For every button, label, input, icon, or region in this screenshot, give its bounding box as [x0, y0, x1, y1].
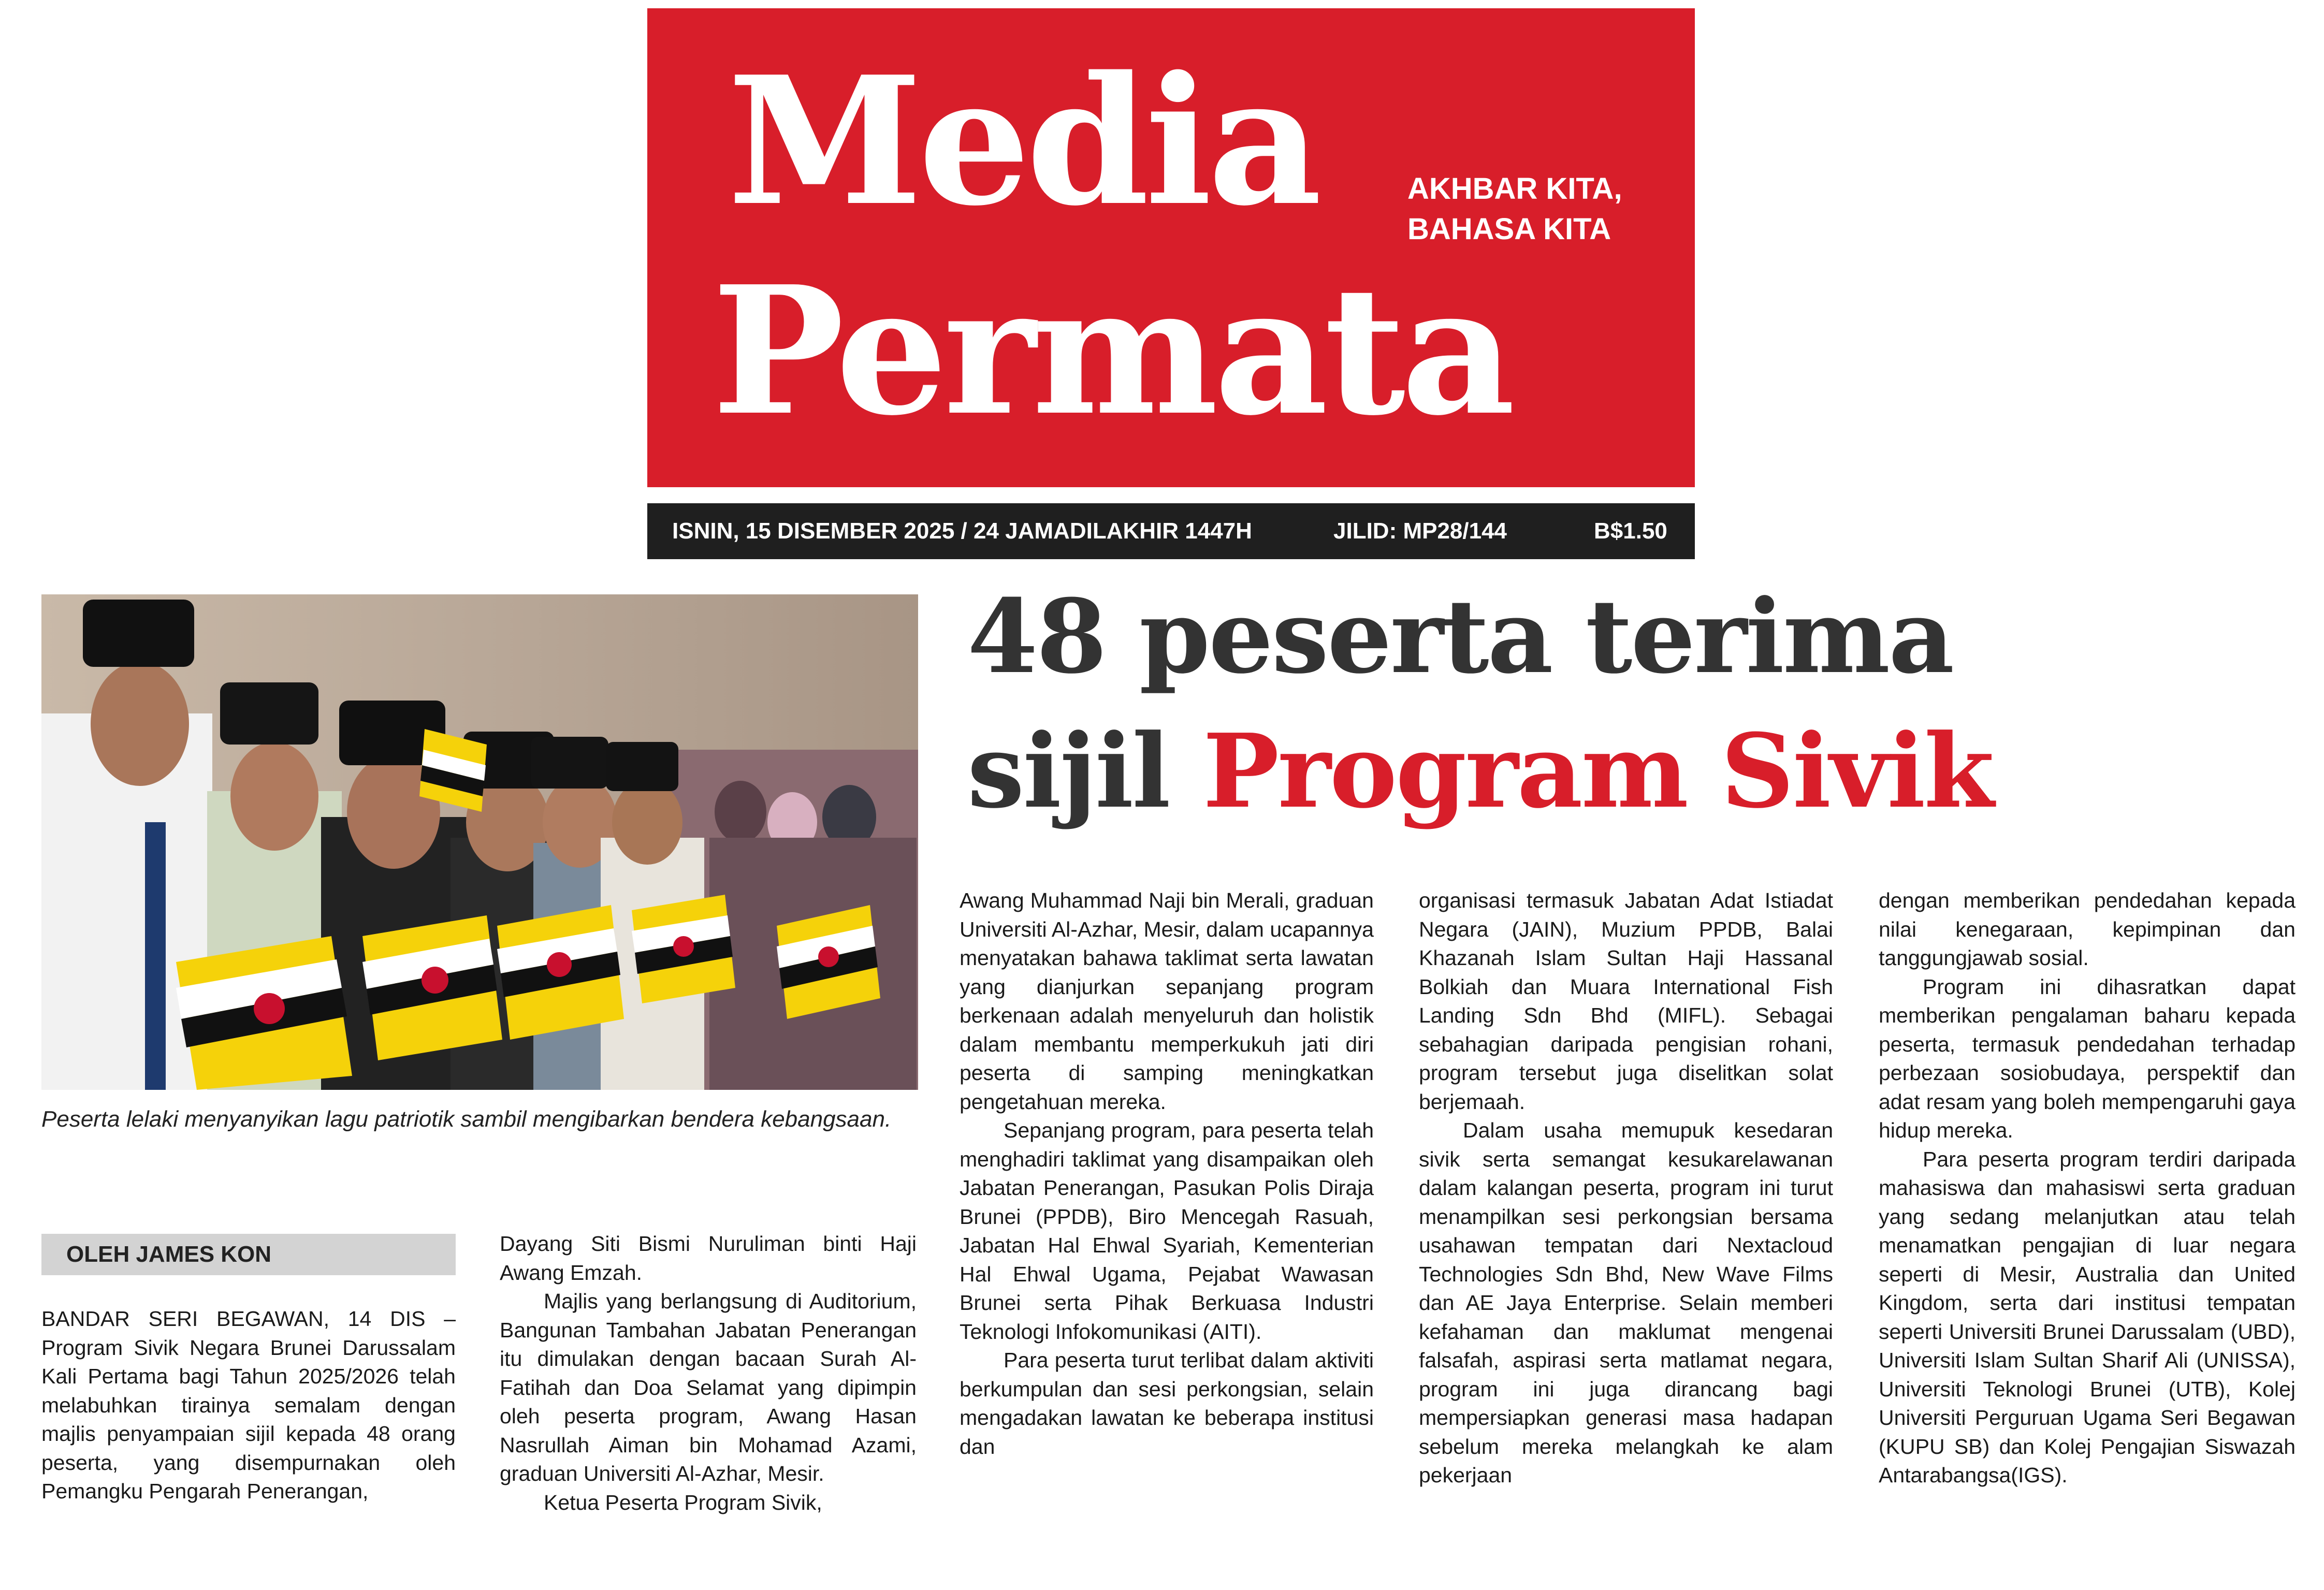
paragraph: Awang Muhammad Naji bin Merali, graduan Universiti Al-Azhar, Mesir, dalam ucapannya menyatakan bahawa taklimat serta lawatan yang dianjurkan sepanjang program berkenaan adalah menyeluruh dan holistik dalam membantu memperkukuh jati diri peserta di samping meningkatkan pengetahuan mereka.: [960, 888, 1374, 1114]
ceremony-photo-illustration: [41, 594, 918, 1090]
tagline-line-2: BAHASA KITA: [1407, 212, 1611, 246]
tagline: [1407, 169, 1622, 250]
headline-line-2: [967, 704, 1993, 839]
headline-line-1: 48 peserta terima: [967, 577, 1953, 696]
tagline-line-1: AKHBAR KITA,: [1407, 172, 1622, 206]
paragraph: Ketua Peserta Program Sivik,: [544, 1490, 822, 1514]
paragraph: Dayang Siti Bismi Nuruliman binti Haji Awang Emzah.: [500, 1232, 917, 1285]
paragraph: Majlis yang berlangsung di Auditorium, Bangunan Tambahan Jabatan Penerangan itu dimulakan dengan bacaan Surah Al-Fatihah dan Doa Selamat yang dipimpin oleh peserta program, Awang Hasan Nasrullah Aiman bin Mohamad Azami, graduan Universiti Al-Azhar, Mesir.: [500, 1289, 917, 1485]
paragraph: Dalam usaha memupuk kesedaran sivik serta semangat kesukarelawanan dalam kalangan peserta, program ini turut menampilkan sesi perkongsian bersama usahawan tempatan dari Nextacloud Technologies Sdn Bhd, New Wave Films dan AE Jaya Enterprise. Selain memberi kefahaman dan maklumat mengenai falsafah, aspirasi serta matlamat negara, program ini juga dirancang bagi mempersiapkan generasi masa hadapan sebelum mereka melangkah ke alam pekerjaan: [1419, 1118, 1833, 1487]
article-column-2: [500, 1230, 917, 1517]
photo-caption: Peserta lelaki menyanyikan lagu patriotik sambil mengibarkan bendera kebangsaan.: [41, 1106, 892, 1132]
paragraph: dengan memberikan pendedahan kepada nilai kenegaraan, kepimpinan dan tanggungjawab sosial.: [1879, 888, 2296, 970]
article-column-5: [1879, 886, 2296, 1490]
article-headline: [967, 570, 1993, 839]
newspaper-logo: [712, 37, 1512, 456]
article-photo: [41, 594, 918, 1090]
byline: OLEH JAMES KON: [41, 1234, 456, 1275]
paragraph: organisasi termasuk Jabatan Adat Istiadat Negara (JAIN), Muzium PPDB, Balai Khazanah Islam Sultan Haji Hassanal Bolkiah dan Muara International Fish Landing Sdn Bhd (MIFL). Sebagai sebahagian daripada pengisian rohani, program tersebut juga diselitkan solat berjemaah.: [1419, 888, 1833, 1114]
issue-date: ISNIN, 15 DISEMBER 2025 / 24 JAMADILAKHIR 1447H: [672, 518, 1252, 544]
headline-line-2-highlight: Program Sivik: [1202, 712, 1993, 831]
paragraph: Program ini dihasratkan dapat memberikan pengalaman baharu kepada peserta, termasuk pendedahan terhadap perbezaan sosiobudaya, perspektif dan adat resam yang boleh mempengaruhi gaya hidup mereka.: [1879, 974, 2296, 1142]
headline-line-2-plain: sijil: [967, 712, 1203, 831]
issue-volume: JILID: MP28/144: [1333, 518, 1507, 544]
masthead: [647, 8, 1695, 487]
article-column-3: [960, 886, 1374, 1461]
article-column-4: [1419, 886, 1833, 1490]
issue-price: B$1.50: [1594, 518, 1667, 544]
paragraph: Para peserta turut terlibat dalam aktiviti berkumpulan dan sesi perkongsian, selain mengadakan lawatan ke beberapa institusi dan: [960, 1348, 1374, 1458]
logo-word-permata: Permata: [712, 248, 1512, 455]
article-column-1: [41, 1305, 456, 1506]
paragraph: Para peserta program terdiri daripada mahasiswa dan mahasiswi serta graduan yang sedang melanjutkan atau telah menamatkan pengajian di luar negara seperti di Mesir, Australia dan United Kingdom, serta dari institusi tempatan seperti Universiti Brunei Darussalam (UBD), Universiti Islam Sultan Sharif Ali (UNISSA), Universiti Teknologi Brunei (UTB), Kolej Universiti Perguruan Ugama Seri Begawan (KUPU SB) dan Kolej Pengajian Siswazah Antarabangsa(IGS).: [1879, 1147, 2296, 1487]
paragraph: Sepanjang program, para peserta telah menghadiri taklimat yang disampaikan oleh Jabatan Penerangan, Pasukan Polis Diraja Brunei (PPDB), Biro Mencegah Rasuah, Jabatan Hal Ehwal Syariah, Kementerian Hal Ehwal Ugama, Pejabat Wawasan Brunei serta Pihak Berkuasa Industri Teknologi Infokomunikasi (AITI).: [960, 1118, 1374, 1344]
issue-info-bar: [647, 503, 1695, 559]
logo-word-media: Media: [728, 38, 1318, 245]
paragraph: BANDAR SERI BEGAWAN, 14 DIS – Program Sivik Negara Brunei Darussalam Kali Pertama bagi Tahun 2025/2026 telah melabuhkan tirainya semalam dengan majlis penyampaian sijil kepada 48 orang peserta, yang disempurnakan oleh Pemangku Pengarah Penerangan,: [41, 1307, 456, 1503]
